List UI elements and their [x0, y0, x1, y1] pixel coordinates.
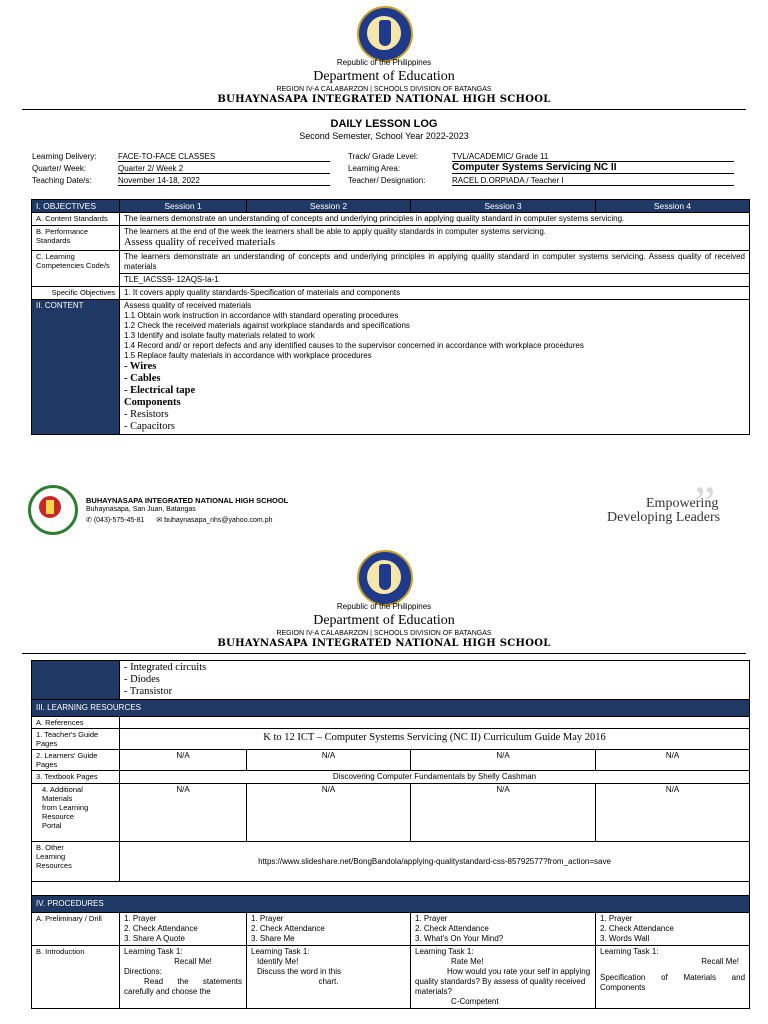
additional-materials-label: 4. Additional Materials from Learning Resource Portal [32, 784, 120, 842]
preliminary-row [32, 913, 750, 946]
content-item: - Integrated circuits [124, 662, 207, 673]
mail-icon: ✉ [156, 517, 163, 524]
department-title: Department of Education [313, 613, 455, 628]
prelim-item: 2. Check Attendance [600, 924, 674, 933]
specific-text: 1. It covers apply quality standards-Specification of materials and components [120, 287, 750, 300]
department-title: Department of Education [313, 69, 455, 84]
area-label: Learning Area: [348, 164, 401, 173]
region-text: REGION IV-A CALABARZON | SCHOOLS DIVISION OF BATANGAS [276, 86, 492, 93]
content-line: Assess quality of received materials [124, 301, 252, 310]
references-cell [120, 717, 750, 729]
intro-text: Discuss the word in this [257, 967, 342, 976]
content-item: - Capacitors [124, 421, 176, 432]
other-resources-label: B. Other Learning Resources [32, 842, 120, 882]
objectives-table [31, 199, 750, 435]
intro-task-title: Recall Me! [701, 957, 740, 966]
intro-session-2 [247, 946, 411, 1009]
session-4-heading: Session 4 [596, 200, 750, 213]
performance-row [32, 226, 750, 251]
track-label: Track/ Grade Level: [348, 152, 418, 161]
teachers-guide-label: 1. Teacher's Guide Pages [32, 729, 120, 750]
content-label: II. CONTENT [32, 300, 120, 435]
introduction-label: B. Introduction [32, 946, 120, 1009]
page-title: DAILY LESSON LOG [330, 118, 438, 130]
footer-phone: (043)-575-45-81 [93, 517, 145, 524]
performance-label: B. Performance Standards [32, 226, 120, 251]
content-standards-label: A. Content Standards [32, 213, 120, 226]
content-line: 1.4 Record and/ or report defects and any identified causes to the supervisor concerned in accordance with workplace procedures [124, 341, 584, 350]
intro-session-1 [120, 946, 247, 1009]
prelim-item: 3. Words Wall [600, 934, 650, 943]
dates-label: Teaching Date/s: [32, 176, 92, 185]
prelim-item: 2. Check Attendance [415, 924, 489, 933]
prelim-item: 3. Share A Quote [124, 934, 185, 943]
content-item-bold: - Cables [124, 373, 161, 384]
intro-task: Learning Task 1: [124, 947, 183, 956]
textbook-label: 3. Textbook Pages [32, 771, 120, 784]
republic-text: Republic of the Philippines [336, 602, 432, 611]
content-continued-label [32, 661, 120, 700]
competencies-label: C. Learning Competencies Code/s [32, 251, 120, 287]
textbook-value: Discovering Computer Fundamentals by Shelly Cashman [120, 771, 750, 784]
prelim-session-2 [247, 913, 411, 946]
learners-guide-row [32, 750, 750, 771]
content-line: 1.3 Identify and isolate faulty materials related to work [124, 331, 315, 340]
session-3-heading: Session 3 [411, 200, 596, 213]
session-2-heading: Session 2 [247, 200, 411, 213]
textbook-row [32, 771, 750, 784]
intro-text: Specification of Materials and Components [600, 973, 746, 992]
other-resources-row [32, 842, 750, 882]
other-resources-link[interactable]: https://www.slideshare.net/BongBandola/applying-qualitystandard-css-85792577?from_action=save [120, 842, 750, 882]
teacher-value: RACEL D.ORPIADA / Teacher I [452, 176, 734, 186]
content-cell [120, 300, 750, 435]
resources-heading: III. LEARNING RESOURCES [32, 700, 750, 717]
na-value: N/A [411, 750, 596, 771]
footer-email[interactable]: buhaynasapa_nhs@yahoo.com.ph [164, 517, 273, 524]
phone-icon: ✆ [86, 517, 92, 524]
dates-value: November 14-18, 2022 [118, 176, 330, 186]
region-text: REGION IV-A CALABARZON | SCHOOLS DIVISION OF BATANGAS [276, 630, 492, 637]
performance-text: The learners at the end of the week the learners shall be able to apply quality standards in computer systems servicing. [124, 227, 547, 236]
content-standards-text: The learners demonstrate an understanding of concepts and underlying principles in applying quality standard in computer systems servicing. [120, 213, 750, 226]
semester-text: Second Semester, School Year 2022-2023 [299, 131, 469, 141]
intro-task: Learning Task 1: [251, 947, 310, 956]
specific-row [32, 287, 750, 300]
intro-text: Read the statements carefully and choose the [124, 977, 242, 996]
prelim-item: 2. Check Attendance [251, 924, 325, 933]
teacher-label: Teacher/ Designation: [348, 176, 426, 185]
content-line: 1.5 Replace faulty materials in accordance with workplace procedures [124, 351, 372, 360]
content-row [32, 300, 750, 435]
deped-seal [357, 6, 413, 62]
references-label: A. References [32, 717, 120, 729]
resources-header-row [32, 700, 750, 717]
learners-guide-label: 2. Learners' Guide Pages [32, 750, 120, 771]
prelim-item: 3. Share Me [251, 934, 295, 943]
prelim-session-4 [596, 913, 750, 946]
intro-text: C-Competent [451, 997, 499, 1006]
slogan-line-2: Developing Leaders [607, 510, 721, 525]
slogan-line-1: Empowering [646, 496, 719, 511]
content-line: 1.1 Obtain work instruction in accordance with standard operating procedures [124, 311, 399, 320]
intro-task: Learning Task 1: [600, 947, 659, 956]
intro-text: How would you rate your self in applying quality standards? By assess of quality received materials? [415, 967, 591, 996]
intro-task-title: Recall Me! [174, 957, 212, 966]
na-value: N/A [120, 784, 247, 842]
republic-text: Republic of the Philippines [336, 58, 432, 67]
session-1-heading: Session 1 [120, 200, 247, 213]
na-value: N/A [411, 784, 596, 842]
additional-materials-row [32, 784, 750, 842]
header-divider [22, 109, 746, 110]
content-line: 1.2 Check the received materials against workplace standards and specifications [124, 321, 410, 330]
content-item: - Resistors [124, 409, 169, 420]
intro-session-3 [411, 946, 596, 1009]
intro-task: Learning Task 1: [415, 947, 474, 956]
content-continued-row [32, 661, 750, 700]
intro-text: chart. [318, 977, 339, 986]
track-value: TVL/ACADEMIC/ Grade 11 [452, 152, 734, 162]
deped-seal [357, 550, 413, 606]
procedures-heading: IV. PROCEDURES [32, 896, 750, 913]
na-value: N/A [596, 750, 750, 771]
competencies-text: The learners demonstrate an understanding of concepts and underlying principles in applying quality standard in computer systems servicing. Assess quality of received materials [120, 251, 750, 274]
school-name: BUHAYNASAPA INTEGRATED NATIONAL HIGH SCHOOL [217, 94, 551, 105]
content-continued-cell [120, 661, 750, 700]
spacer-row [32, 882, 750, 896]
content-item-bold: - Wires [124, 361, 157, 372]
prelim-item: 2. Check Attendance [124, 924, 198, 933]
area-value: Computer Systems Servicing NC II [452, 162, 734, 174]
teachers-guide-row [32, 729, 750, 750]
content-item: - Transistor [124, 686, 173, 697]
specific-label: Specific Objectives [32, 287, 120, 300]
intro-session-4 [596, 946, 750, 1009]
prelim-session-3 [411, 913, 596, 946]
code-row [32, 274, 750, 287]
prelim-item: 3. What's On Your Mind? [415, 934, 504, 943]
quarter-value: Quarter 2/ Week 2 [118, 164, 330, 174]
prelim-item: 1. Prayer [124, 914, 157, 923]
quote-icon: ” [694, 477, 716, 530]
resources-table [31, 660, 750, 1009]
teachers-guide-value: K to 12 ICT – Computer Systems Servicing (NC II) Curriculum Guide May 2016 [120, 729, 750, 750]
content-item-bold: - Electrical tape [124, 385, 196, 396]
school-name: BUHAYNASAPA INTEGRATED NATIONAL HIGH SCHOOL [217, 638, 551, 649]
content-item-bold: Components [124, 397, 181, 408]
na-value: N/A [596, 784, 750, 842]
footer-contact [86, 516, 273, 524]
references-row [32, 717, 750, 729]
na-value: N/A [120, 750, 247, 771]
prelim-item: 1. Prayer [415, 914, 448, 923]
prelim-item: 1. Prayer [251, 914, 284, 923]
intro-task-title: Rate Me! [451, 957, 484, 966]
footer-school: BUHAYNASAPA INTEGRATED NATIONAL HIGH SCHOOL [86, 496, 289, 505]
objectives-header-row [32, 200, 750, 213]
procedures-header-row [32, 896, 750, 913]
na-value: N/A [247, 750, 411, 771]
delivery-value: FACE-TO-FACE CLASSES [118, 152, 330, 162]
competencies-row [32, 251, 750, 274]
spacer-cell [32, 882, 750, 896]
intro-task-title: Identify Me! [257, 957, 299, 966]
objectives-heading: I. OBJECTIVES [32, 200, 120, 213]
na-value: N/A [247, 784, 411, 842]
header-divider [22, 653, 746, 654]
prelim-session-1 [120, 913, 247, 946]
content-item: - Diodes [124, 674, 160, 685]
quarter-label: Quarter/ Week: [32, 164, 87, 173]
performance-extra: Assess quality of received materials [124, 237, 276, 248]
content-standards-row [32, 213, 750, 226]
school-logo [28, 485, 78, 535]
delivery-label: Learning Delivery: [32, 152, 97, 161]
preliminary-label: A. Preliminary / Drill [32, 913, 120, 946]
introduction-row [32, 946, 750, 1009]
competency-code: TLE_IACSS9- 12AQS-Ia-1 [120, 274, 750, 287]
performance-cell [120, 226, 750, 251]
footer-address: Buhaynasapa, San Juan, Batangas [86, 506, 196, 513]
prelim-item: 1. Prayer [600, 914, 633, 923]
intro-directions: Directions: [124, 967, 162, 976]
